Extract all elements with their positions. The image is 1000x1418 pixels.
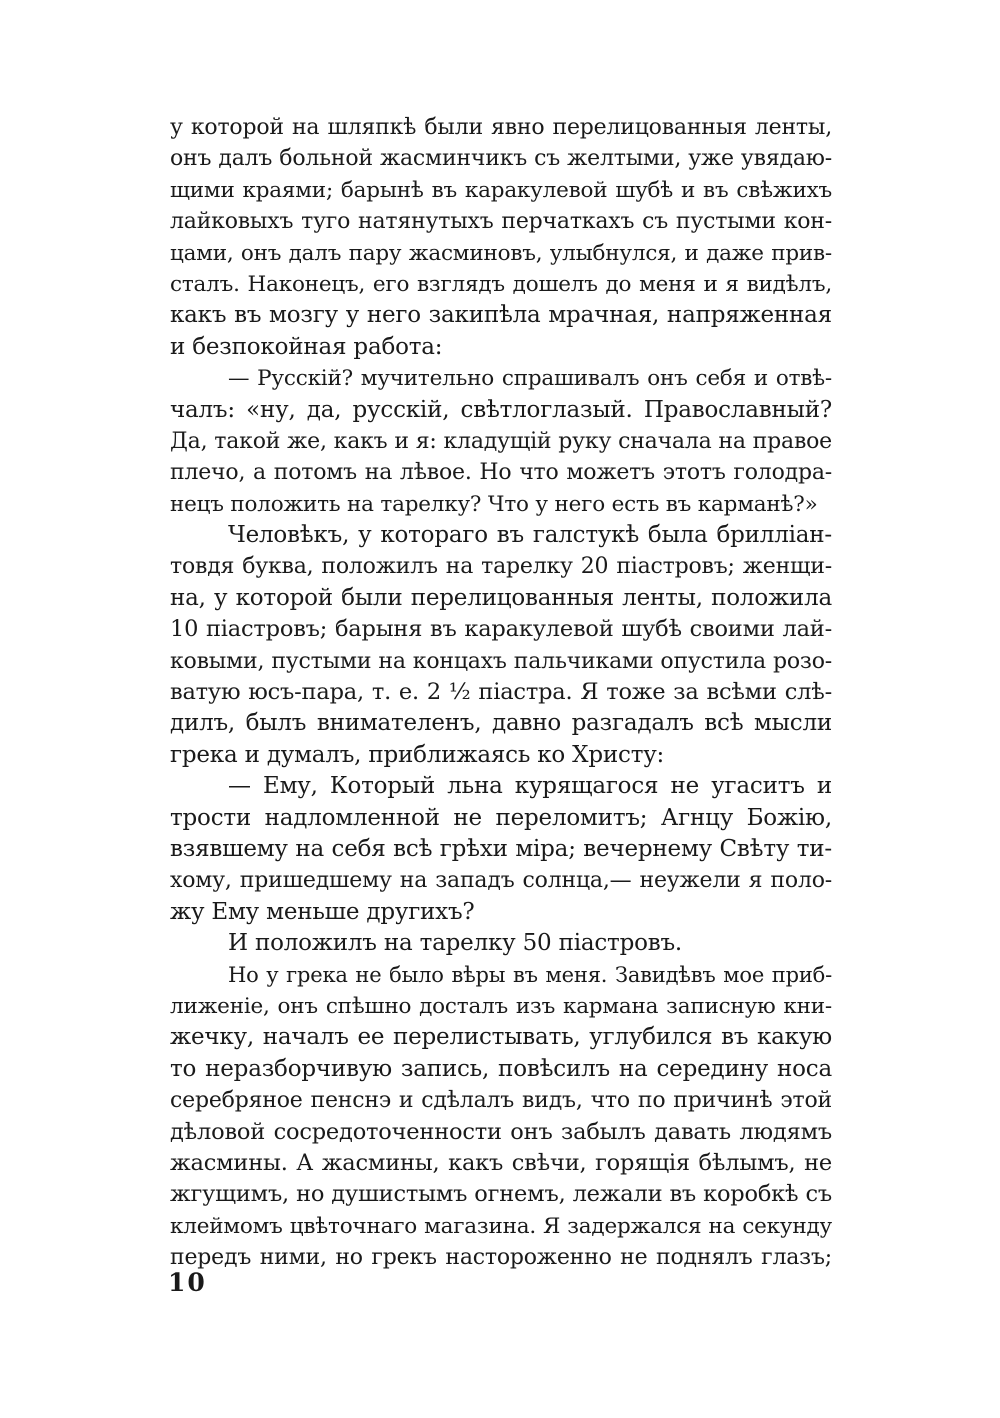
text-line: жгущимъ, но душистымъ огнемъ, лежали въ коробкѣ съ: [170, 1181, 832, 1208]
text-line: взявшему на себя всѣ грѣхи міра; вечернему Свѣту ти-: [170, 835, 832, 862]
text-line: клеймомъ цвѣточнаго магазина. Я задержался на секунду: [170, 1213, 832, 1239]
text-line: какъ въ мозгу у него закипѣла мрачная, напряженная: [170, 302, 832, 329]
text-line: трости надломленной не переломитъ; Агнцу Божію,: [170, 804, 832, 831]
text-line: — Ему, Который льна курящагося не угаситъ и: [228, 773, 832, 800]
text-line: онъ далъ больной жасминчикъ съ желтыми, уже увядаю-: [170, 146, 832, 172]
page-body-text: [170, 112, 832, 1273]
text-line: нецъ положить на тарелку? Что у него есть въ карманѣ?»: [170, 491, 818, 517]
text-line: на, у которой были перелицованныя ленты, положила: [170, 584, 832, 611]
text-line: жасмины. А жасмины, какъ свѣчи, горящія бѣлымъ, не: [170, 1149, 832, 1176]
text-line: Но у грека не было вѣры въ меня. Завидѣвъ мое приб-: [228, 962, 832, 987]
text-line: грека и думалъ, приближаясь ко Христу:: [170, 741, 665, 768]
text-line: серебряное пенснэ и сдѣлалъ видъ, что по причинѣ этой: [170, 1088, 832, 1114]
text-line: Да, такой же, какъ и я: кладущій руку сначала на правое: [170, 428, 832, 454]
text-line: сталъ. Наконецъ, его взглядъ дошелъ до меня и я видѣлъ,: [170, 271, 832, 297]
text-line: ватую юсъ-пара, т. е. 2 ½ піастра. Я тоже за всѣми слѣ-: [170, 679, 832, 706]
text-line: лиженіе, онъ спѣшно досталъ изъ кармана записную кни-: [170, 993, 832, 1019]
text-line: И положилъ на тарелку 50 піастровъ.: [228, 930, 683, 957]
text-line: передъ ними, но грекъ настороженно не поднялъ глазъ;: [170, 1245, 832, 1271]
text-line: лайковыхъ туго натянутыхъ перчаткахъ съ пустыми кон-: [170, 209, 832, 235]
text-line: у которой на шляпкѣ были явно перелицованныя ленты,: [170, 115, 832, 140]
text-line: дилъ, былъ внимателенъ, давно разгадалъ всѣ мысли: [170, 710, 832, 737]
text-line: товдя буква, положилъ на тарелку 20 піастровъ; женщи-: [170, 554, 832, 580]
text-line: ковыми, пустыми на концахъ пальчиками опустила розо-: [170, 648, 832, 674]
text-line: жу Ему меньше другихъ?: [170, 898, 475, 925]
text-line: Человѣкъ, у котораго въ галстукѣ была брилліан-: [228, 522, 832, 549]
text-line: и безпокойная работа:: [170, 333, 443, 360]
text-line: то неразборчивую запись, повѣсилъ на середину носа: [170, 1055, 832, 1082]
text-line: чалъ: «ну, да, русскій, свѣтлоглазый. Православный?: [170, 396, 832, 423]
text-line: щими краями; барынѣ въ каракулевой шубѣ и въ свѣжихъ: [170, 177, 832, 203]
text-line: жечку, началъ ее перелистывать, углубился въ какую: [170, 1024, 832, 1051]
text-line: хому, пришедшему на западъ солнца,— неужели я поло-: [170, 868, 832, 894]
text-line: плечо, а потомъ на лѣвое. Но что можетъ этотъ голодра-: [170, 460, 832, 486]
text-line: 10 піастровъ; барыня въ каракулевой шубѣ своими лай-: [170, 616, 832, 643]
text-line: дѣловой сосредоточенности онъ забылъ давать людямъ: [170, 1118, 832, 1145]
text-line: цами, онъ далъ пару жасминовъ, улыбнулся, и даже прив-: [170, 240, 832, 266]
page-number: 10: [168, 1268, 207, 1297]
text-line: — Русскій? мучительно спрашивалъ онъ себя и отвѣ-: [228, 366, 832, 392]
